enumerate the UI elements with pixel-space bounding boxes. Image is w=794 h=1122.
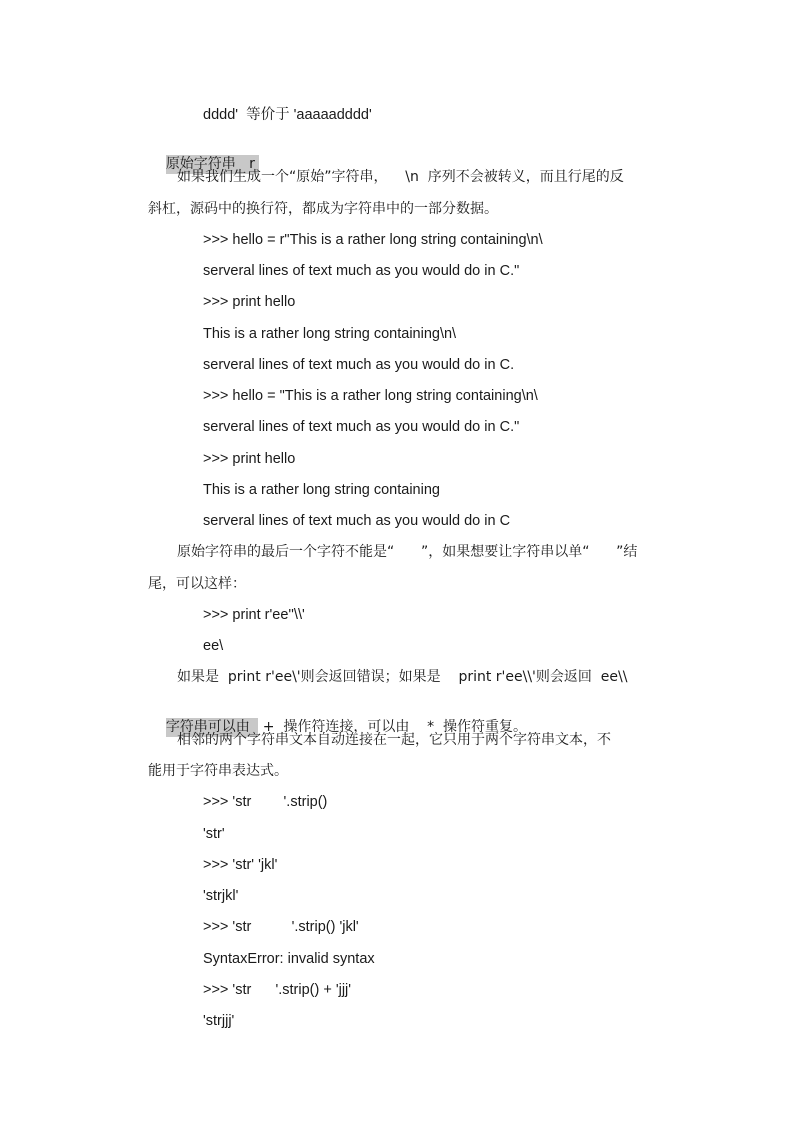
code-line: 'strjjj' — [203, 1013, 235, 1029]
paragraph-line: 能用于字符串表达式。 — [148, 763, 288, 779]
code-line: >>> print hello — [203, 451, 296, 467]
code-line: >>> 'str' 'jkl' — [203, 857, 278, 873]
code-line: 'strjkl' — [203, 888, 239, 904]
code-line: SyntaxError: invalid syntax — [203, 951, 375, 967]
code-line: >>> 'str '.strip() + 'jjj' — [203, 982, 352, 998]
code-line: serveral lines of text much as you would do in C." — [203, 419, 520, 435]
code-line: >>> 'str '.strip() — [203, 794, 328, 810]
paragraph-line: 原始字符串的最后一个字符不能是“ ”，如果想要让字符串以单“ ”结 — [177, 544, 638, 560]
code-line: serveral lines of text much as you would do in C — [203, 513, 511, 529]
highlighted-heading: 原始字符串 r — [166, 155, 259, 174]
code-line: >>> hello = r"This is a rather long string containing\n\ — [203, 232, 543, 248]
code-line: serveral lines of text much as you would do in C. — [203, 357, 515, 373]
code-line: ee\ — [203, 638, 224, 654]
paragraph-line: 如果我们生成一个“原始”字符串， \n 序列不会被转义，而且行尾的反 — [177, 169, 624, 185]
code-line: This is a rather long string containing — [203, 482, 440, 498]
code-line: >>> print hello — [203, 294, 296, 310]
paragraph-line: 相邻的两个字符串文本自动连接在一起，它只用于两个字符串文本，不 — [177, 732, 611, 748]
highlighted-phrase: 字符串可以由 — [166, 718, 258, 737]
paragraph-line: 斜杠，源码中的换行符，都成为字符串中的一部分数据。 — [148, 201, 498, 217]
paragraph-line: 尾，可以这样： — [148, 576, 246, 592]
code-line: >>> hello = "This is a rather long string containing\n\ — [203, 388, 538, 404]
paragraph-rest: + 操作符连接，可以由 * 操作符重复。 — [258, 719, 528, 735]
text-line: dddd' 等价于 'aaaaadddd' — [203, 107, 372, 123]
code-line: >>> 'str '.strip() 'jkl' — [203, 919, 359, 935]
paragraph-line: 如果是 print r'ee\'则会返回错误；如果是 print r'ee\\'则会返回 ee\\ — [177, 669, 628, 685]
code-line: This is a rather long string containing\n\ — [203, 326, 457, 342]
code-line: 'str' — [203, 826, 225, 842]
code-line: >>> print r'ee''\\' — [203, 607, 305, 623]
code-line: serveral lines of text much as you would do in C." — [203, 263, 520, 279]
